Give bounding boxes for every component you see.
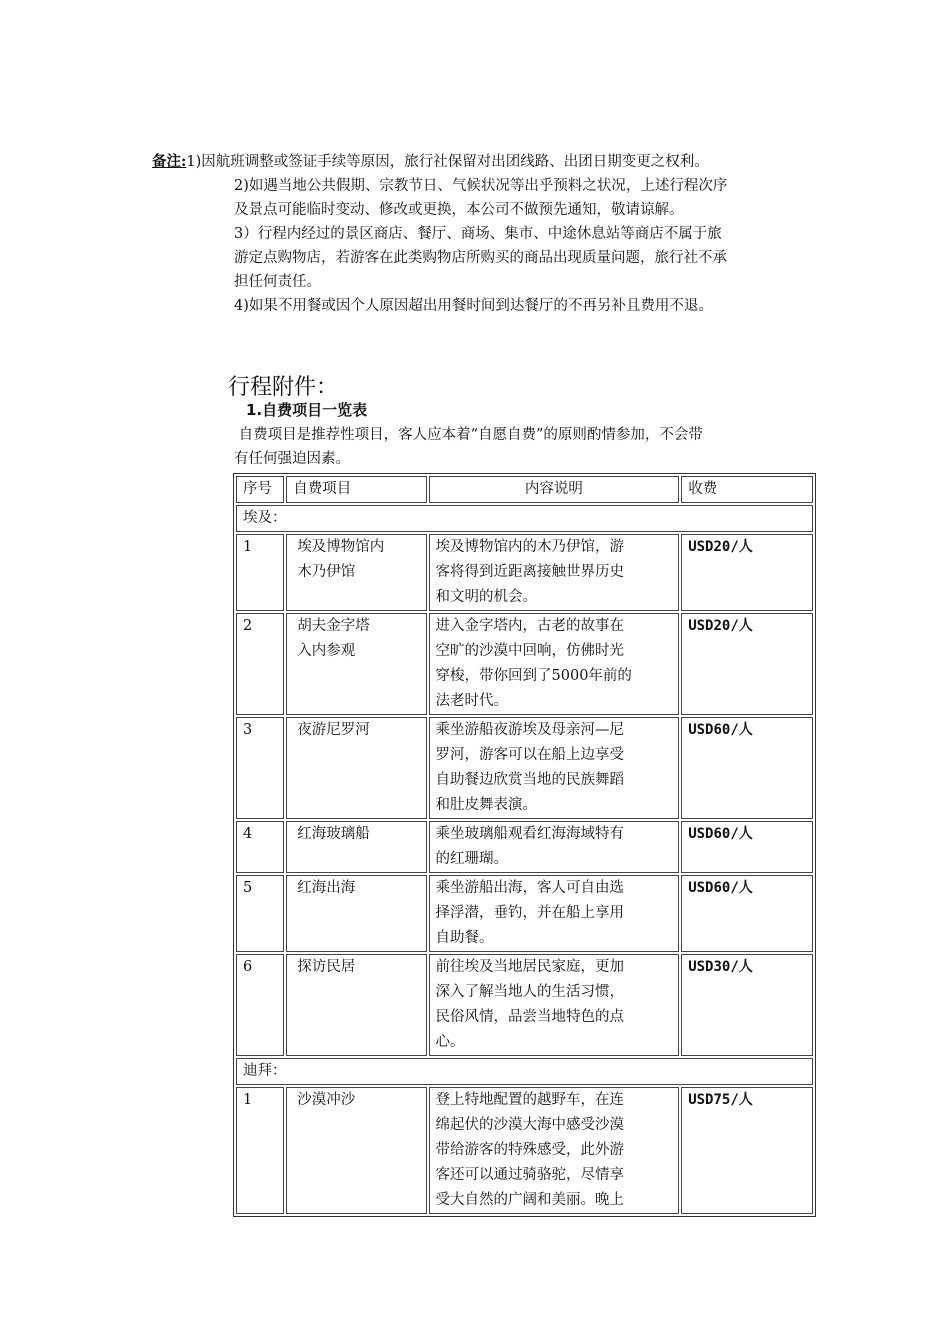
row-price: USD20/人 [681, 613, 813, 715]
note-line-1: 备注:1)因航班调整或签证手续等原因，旅行社保留对出团线路、出团日期变更之权利。 [152, 153, 709, 170]
table-header-row [236, 476, 813, 503]
row-no: 2 [236, 613, 284, 715]
section-title: 1.自费项目一览表 [246, 401, 368, 419]
row-no: 1 [236, 1087, 284, 1214]
group-name: 迪拜： [236, 1058, 813, 1085]
optional-tours-table [233, 473, 816, 1217]
row-price: USD60/人 [681, 875, 813, 952]
row-item: 探访民居 [286, 954, 426, 1056]
row-item: 埃及博物馆内 木乃伊馆 [286, 534, 426, 611]
group-row-dubai [236, 1058, 813, 1085]
row-desc: 登上特地配置的越野车，在连 绵起伏的沙漠大海中感受沙漠 带给游客的特殊感受，此外游 客还可以通过骑骆驼，尽情享 受大自然的广阔和美丽。晚上 [429, 1087, 680, 1214]
intro-line-2: 有任何强迫因素。 [234, 451, 350, 467]
intro-line-1: 自费项目是推荐性项目，客人应本着“自愿自费”的原则酌情参加，不会带 [234, 427, 703, 443]
row-no: 6 [236, 954, 284, 1056]
note-line-2: 2)如遇当地公共假期、宗教节日、气候状况等出乎预料之状况，上述行程次序 [234, 178, 728, 194]
row-no: 4 [236, 821, 284, 873]
row-price: USD30/人 [681, 954, 813, 1056]
table-row [236, 717, 813, 819]
table-row [236, 875, 813, 952]
note-line-3: 及景点可能临时变动、修改或更换，本公司不做预先通知，敬请谅解。 [234, 202, 684, 218]
row-desc: 前往埃及当地居民家庭，更加 深入了解当地人的生活习惯， 民俗风情，品尝当地特色的点 心。 [429, 954, 680, 1056]
row-no: 5 [236, 875, 284, 952]
row-item: 红海出海 [286, 875, 426, 952]
row-desc: 乘坐游船夜游埃及母亲河—尼 罗河，游客可以在船上边享受 自助餐边欣赏当地的民族舞蹈 和肚皮舞表演。 [429, 717, 680, 819]
intro-paragraph [234, 423, 814, 471]
attachment-title: 行程附件： [228, 375, 339, 400]
header-no: 序号 [236, 476, 284, 503]
note-line-6: 担任何责任。 [234, 274, 321, 290]
row-price: USD20/人 [681, 534, 813, 611]
row-item: 红海玻璃船 [286, 821, 426, 873]
table-row [236, 1087, 813, 1214]
row-desc: 进入金字塔内，古老的故事在 空旷的沙漠中回响，仿佛时光 穿梭，带你回到了5000年前的 法老时代。 [429, 613, 680, 715]
row-desc: 埃及博物馆内的木乃伊馆，游 客将得到近距离接触世界历史 和文明的机会。 [429, 534, 680, 611]
table-row [236, 613, 813, 715]
row-no: 3 [236, 717, 284, 819]
row-item: 夜游尼罗河 [286, 717, 426, 819]
row-no: 1 [236, 534, 284, 611]
row-price: USD60/人 [681, 821, 813, 873]
row-item: 胡夫金字塔 入内参观 [286, 613, 426, 715]
row-price: USD75/人 [681, 1087, 813, 1214]
header-desc: 内容说明 [429, 476, 680, 503]
note-line-4: 3）行程内经过的景区商店、餐厅、商场、集市、中途休息站等商店不属于旅 [234, 226, 722, 242]
row-item: 沙漠冲沙 [286, 1087, 426, 1214]
notes-block [152, 150, 812, 318]
header-item: 自费项目 [286, 476, 426, 503]
group-row-egypt [236, 505, 813, 532]
table-row [236, 821, 813, 873]
row-price: USD60/人 [681, 717, 813, 819]
row-desc: 乘坐玻璃船观看红海海域特有 的红珊瑚。 [429, 821, 680, 873]
note-line-7: 4)如果不用餐或因个人原因超出用餐时间到达餐厅的不再另补且费用不退。 [234, 298, 713, 314]
note-line-5: 游定点购物店，若游客在此类购物店所购买的商品出现质量问题，旅行社不承 [234, 250, 727, 266]
group-name: 埃及： [236, 505, 813, 532]
header-price: 收费 [681, 476, 813, 503]
table-row [236, 954, 813, 1056]
row-desc: 乘坐游船出海，客人可自由选 择浮潜，垂钓，并在船上享用 自助餐。 [429, 875, 680, 952]
table-row [236, 534, 813, 611]
notes-label: 备注: [152, 153, 187, 170]
